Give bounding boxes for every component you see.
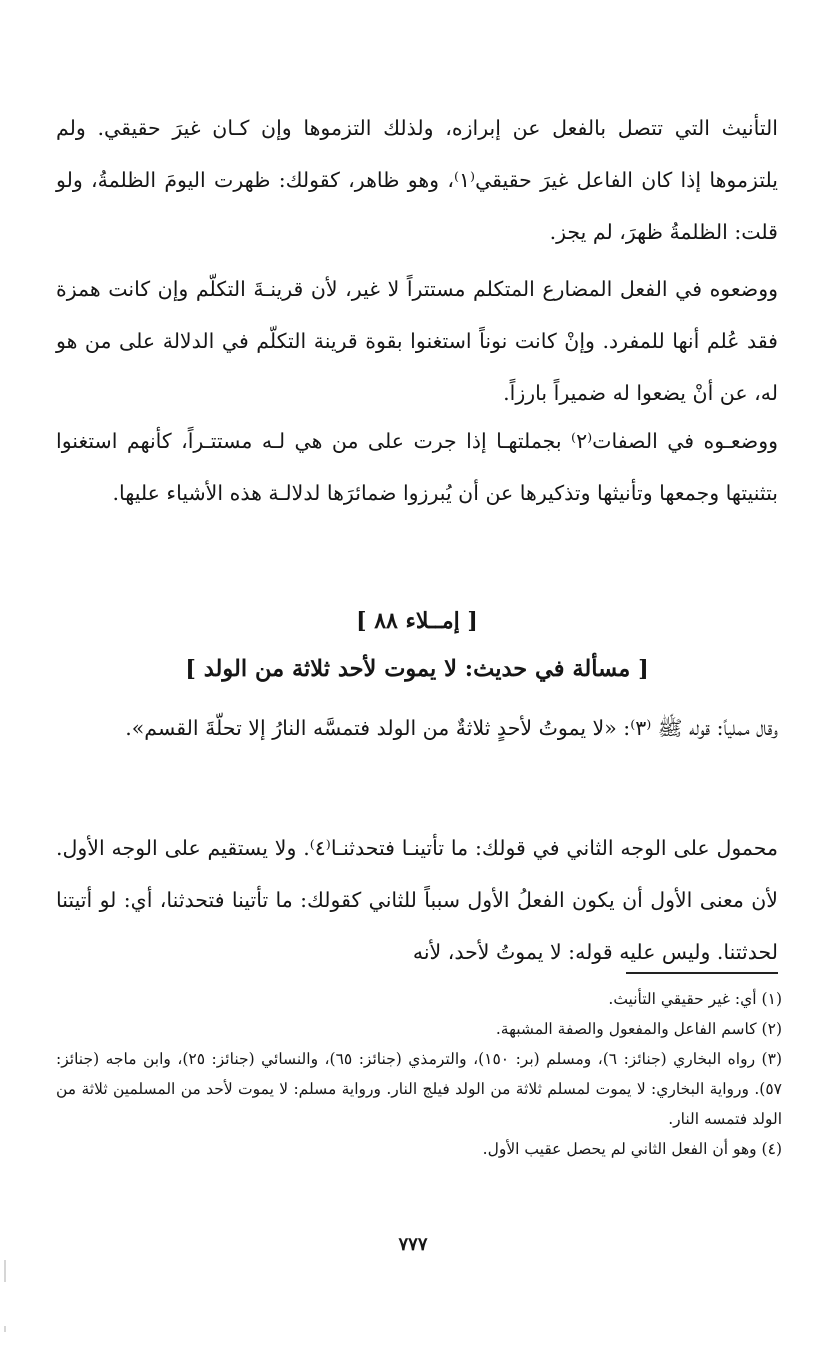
paragraph-4 — [56, 702, 778, 754]
footnote-text: أي: غير حقيقي التأنيث. — [608, 990, 757, 1008]
footnote-4 — [56, 1134, 782, 1164]
footnote-text: رواه البخاري (جنائز: ٦)، ومسلم (بر: ١٥٠)، والترمذي (جنائز: ٦٥)، والنسائي (جنائز: ٢٥)، وابن ماجه (جنائز: ٥٧). ورواية البخاري: لا يموت لمسلم ثلاثة من الولد فيلج النار. ورواية مسلم: لا يموت لأحد من المسلمين ثلاثة من الولد فتمسه النار. — [56, 1050, 782, 1128]
footnotes — [56, 984, 782, 1164]
scan-edge-mark — [4, 1260, 6, 1282]
footnote-text: كاسم الفاعل والمفعول والصفة المشبهة. — [495, 1020, 757, 1038]
footnote-number: (٢) — [761, 1020, 782, 1038]
footnote-2 — [56, 1014, 782, 1044]
paragraph-5 — [56, 822, 778, 978]
footnote-divider — [626, 972, 778, 974]
scan-edge-mark — [4, 1326, 6, 1332]
footnote-number: (٤) — [761, 1140, 782, 1158]
footnote-3 — [56, 1044, 782, 1134]
paragraph-3-text: ووضعـوه في الصفات⁽٢⁾ بجملتهـا إذا جرت على من هي لـه مستتـراً، كأنهم استغنوا بتثنيتها وجمعها وتأنيثها وتذكيرها عن أن يُبرزوا ضمائرَها لدلالـة هذه الأشياء عليها. — [56, 429, 778, 505]
footnote-1 — [56, 984, 782, 1014]
paragraph-2 — [56, 263, 778, 419]
paragraph-1-text: التأنيث التي تتصل بالفعل عن إبرازه، ولذلك التزموها وإن كـان غيرَ حقيقي. ولم يلتزموها إذا كان الفاعل غيرَ حقيقي⁽١⁾، وهو ظاهر، كقولك: ظهرت اليومَ الظلمةُ، ولو قلت: الظلمةُ ظهرَ، لم يجز. — [56, 116, 778, 244]
footnote-number: (٣) — [761, 1050, 782, 1068]
paragraph-4-text: وقال مملياً: قوله ﷺ ⁽٣⁾: «لا يموتُ لأحدٍ ثلاثةٌ من الولد فتمسَّه النارُ إلا تحلّةَ القسم». — [125, 716, 778, 740]
footnote-number: (١) — [761, 990, 782, 1008]
footnote-text: وهو أن الفعل الثاني لم يحصل عقيب الأول. — [482, 1140, 757, 1158]
paragraph-3 — [56, 415, 778, 519]
paragraph-2-text: ووضعوه في الفعل المضارع المتكلم مستتراً لا غير، لأن قرينـةَ التكلّم وإن كانت همزة فقد عُلم أنها للمفرد. وإنْ كانت نوناً استغنوا بقوة قرينة التكلّم في الدلالة على من هو له، عن أنْ يضعوا له ضميراً بارزاً. — [56, 277, 778, 405]
paragraph-5-text: محمول على الوجه الثاني في قولك: ما تأتينـا فتحدثنـا⁽٤⁾. ولا يستقيم على الوجه الأول. لأن معنى الأول أن يكون الفعلُ الأول سبباً للثاني كقولك: ما تأتينا فتحدثنا، أي: لو أتيتنا لحدثتنا. وليس عليه قوله: لا يموتُ لأحد، لأنه — [56, 836, 778, 964]
paragraph-1 — [56, 102, 778, 258]
page-number: ٧٧٧ — [398, 1234, 428, 1255]
section-heading-imla: [ إمــلاء ٨٨ ] — [356, 608, 478, 634]
section-heading-title: [ مسألة في حديث: لا يموت لأحد ثلاثة من الولد ] — [185, 656, 649, 682]
